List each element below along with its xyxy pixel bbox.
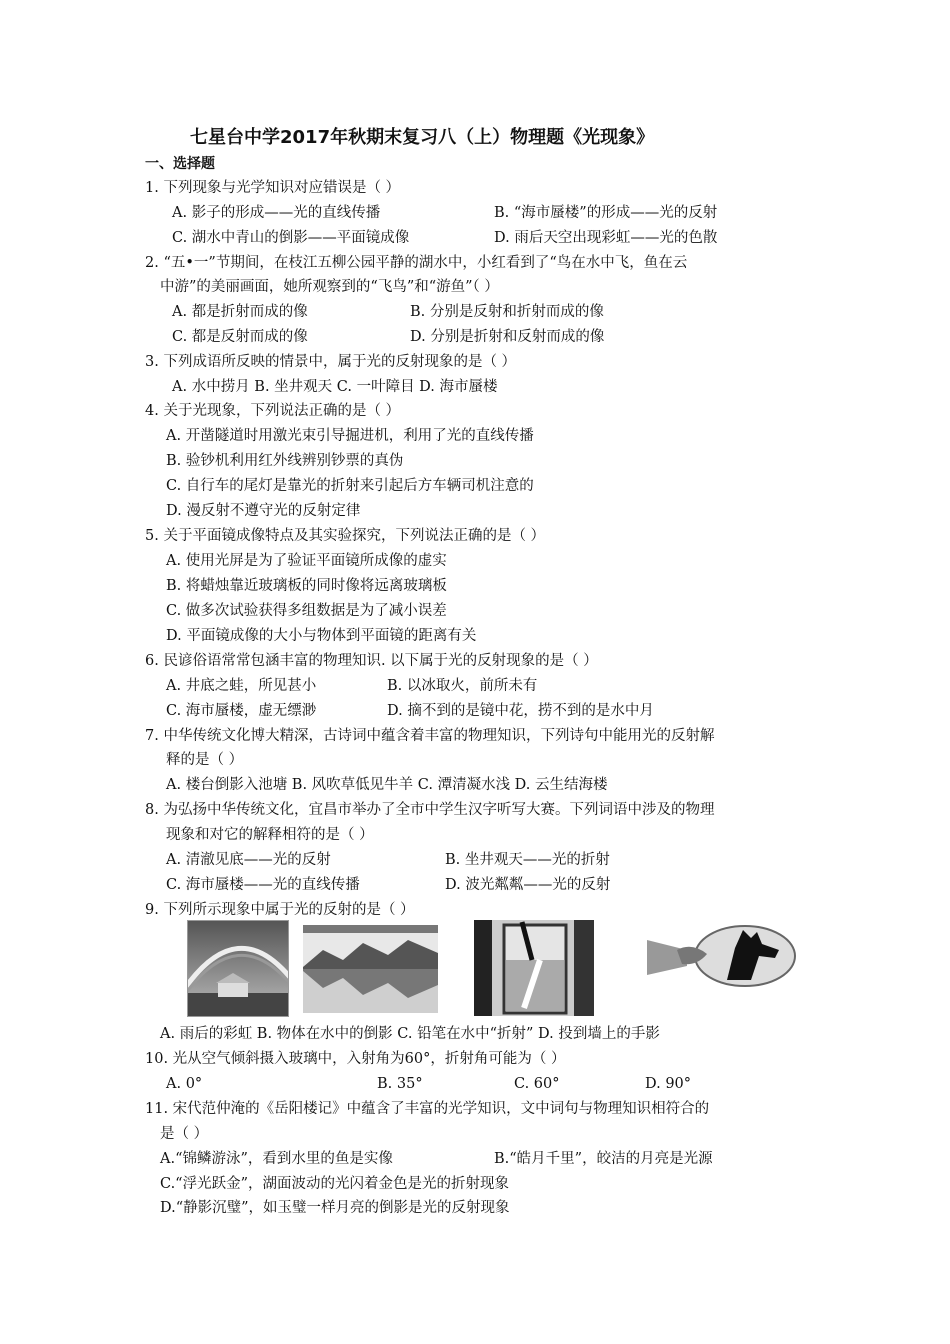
question-4-option-c: C. 自行车的尾灯是靠光的折射来引起后方车辆司机注意的 [166,478,534,494]
question-9-options: A. 雨后的彩虹 B. 物体在水中的倒影 C. 铅笔在水中“折射” D. 投到墙上的手影 [160,1026,660,1042]
question-2-option-a: A. 都是折射而成的像 [172,304,308,320]
question-3-options: A. 水中捞月 B. 坐井观天 C. 一叶障目 D. 海市蜃楼 [172,379,498,395]
question-7-options: A. 楼台倒影入池塘 B. 风吹草低见牛羊 C. 潭清凝水浅 D. 云生结海楼 [166,777,608,793]
question-10-option-a: A. 0° [166,1076,203,1092]
question-7-stem-line1: 7. 中华传统文化博大精深，古诗词中蕴含着丰富的物理知识，下列诗句中能用光的反射解 [145,728,715,744]
question-6-option-b: B. 以冰取火，前所未有 [387,678,538,694]
question-4-option-b: B. 验钞机利用红外线辨别钞票的真伪 [166,453,404,469]
question-6-stem: 6. 民谚俗语常常包涵丰富的物理知识. 以下属于光的反射现象的是（ ） [145,653,598,669]
question-2-option-b: B. 分别是反射和折射而成的像 [410,304,604,320]
question-8-option-d: D. 波光粼粼——光的反射 [445,877,611,893]
question-10-option-b: B. 35° [377,1076,423,1092]
question-11-option-b: B.“皓月千里”，皎洁的月亮是光源 [494,1151,713,1167]
question-2-option-d: D. 分别是折射和反射而成的像 [410,329,605,345]
question-1-option-b: B. “海市蜃楼”的形成——光的反射 [494,205,718,221]
page-title: 七星台中学2017年秋期末复习八（上）物理题《光现象》 [190,127,655,148]
question-10-stem: 10. 光从空气倾斜摄入玻璃中，入射角为60°，折射角可能为（ ） [145,1051,566,1067]
question-2-stem-line1: 2. “五•一”节期间，在枝江五柳公园平静的湖水中，小红看到了“鸟在水中飞，鱼在云 [145,255,688,271]
question-1-option-c: C. 湖水中青山的倒影——平面镜成像 [172,230,410,246]
question-11-option-a: A.“锦鳞游泳”，看到水里的鱼是实像 [160,1151,393,1167]
question-4-stem: 4. 关于光现象，下列说法正确的是（ ） [145,403,401,419]
question-1-option-a: A. 影子的形成——光的直线传播 [172,205,381,221]
question-4-option-a: A. 开凿隧道时用激光束引导掘进机，利用了光的直线传播 [166,428,534,444]
question-8-stem-line2: 现象和对它的解释相符的是（ ） [166,827,374,843]
question-4-option-d: D. 漫反射不遵守光的反射定律 [166,503,361,519]
question-10-option-c: C. 60° [514,1076,560,1092]
question-5-option-b: B. 将蜡烛靠近玻璃板的同时像将远离玻璃板 [166,578,447,594]
question-10-option-d: D. 90° [645,1076,692,1092]
question-6-option-a: A. 井底之蛙，所见甚小 [166,678,317,694]
question-8-option-c: C. 海市蜃楼——光的直线传播 [166,877,360,893]
question-2-option-c: C. 都是反射而成的像 [172,329,308,345]
reflection-photo-icon [303,925,438,1013]
question-1-option-d: D. 雨后天空出现彩虹——光的色散 [494,230,718,246]
question-5-option-d: D. 平面镜成像的大小与物体到平面镜的距离有关 [166,628,477,644]
question-5-stem: 5. 关于平面镜成像特点及其实验探究，下列说法正确的是（ ） [145,528,546,544]
question-8-option-b: B. 坐井观天——光的折射 [445,852,610,868]
question-5-option-a: A. 使用光屏是为了验证平面镜所成像的虚实 [166,553,447,569]
question-11-option-c: C.“浮光跃金”，湖面波动的光闪着金色是光的折射现象 [160,1176,510,1192]
question-6-option-d: D. 摘不到的是镜中花，捞不到的是水中月 [387,703,654,719]
hand-shadow-photo-icon [647,920,799,992]
pencil-in-water-photo-icon [474,920,594,1016]
question-11-option-d: D.“静影沉璧”，如玉璧一样月亮的倒影是光的反射现象 [160,1200,510,1216]
rainbow-photo-icon [187,920,289,1017]
question-3-stem: 3. 下列成语所反映的情景中，属于光的反射现象的是（ ） [145,354,517,370]
question-8-option-a: A. 清澈见底——光的反射 [166,852,331,868]
question-9-stem: 9. 下列所示现象中属于光的反射的是（ ） [145,902,415,918]
question-8-stem-line1: 8. 为弘扬中华传统文化，宜昌市举办了全市中学生汉字听写大赛。下列词语中涉及的物理 [145,802,715,818]
question-6-option-c: C. 海市蜃楼，虚无缥渺 [166,703,317,719]
question-11-stem-line1: 11. 宋代范仲淹的《岳阳楼记》中蕴含了丰富的光学知识，文中词句与物理知识相符合的 [145,1101,710,1117]
question-5-option-c: C. 做多次试验获得多组数据是为了减小误差 [166,603,447,619]
question-2-stem-line2: 中游”的美丽画面，她所观察到的“飞鸟”和“游鱼”（ ） [160,279,499,295]
question-1-stem: 1. 下列现象与光学知识对应错误是（ ） [145,180,401,196]
question-11-stem-line2: 是（ ） [160,1126,209,1142]
section-heading: 一、选择题 [145,156,215,172]
question-7-stem-line2: 释的是（ ） [166,752,244,768]
